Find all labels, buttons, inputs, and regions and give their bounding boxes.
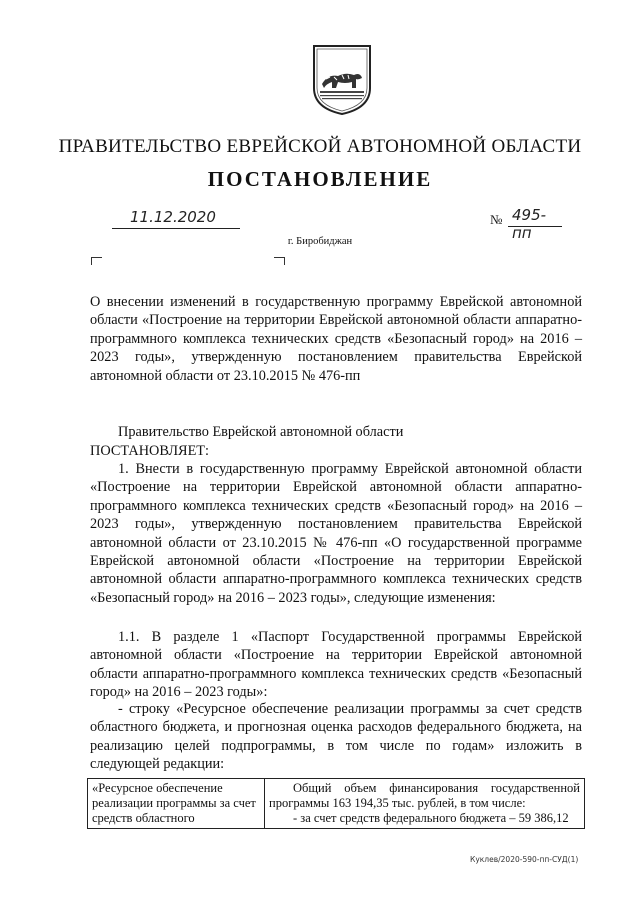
document-number-label: №	[490, 212, 503, 227]
resolves-heading: ПОСТАНОВЛЯЕТ:	[90, 443, 210, 459]
paragraph-item-1: 1. Внести в государственную программу Еврейской автономной области «Построение на территории Еврейской автономной области аппаратно-программного комплекса технических средств «Безопасный город» на 2016 – 2023 годы», утвержденную постановлением правительства Еврейской автономной области от 23.10.2015 № 476-пп «О государственной программе Еврейской автономной области «Построение на территории Еврейской автономной области аппаратно-программного комплекса технических средств «Безопасный город» на 2016 – 2023 годы», следующие изменения:	[90, 461, 582, 606]
title-bracket-right	[274, 257, 285, 265]
table-row	[88, 779, 585, 829]
table-cell-left: «Ресурсное обеспечение реализации программы за счет средств областного	[88, 779, 265, 829]
paragraph-item-1-1: 1.1. В разделе 1 «Паспорт Государственной программы Еврейской автономной области «Построение на территории Еврейской автономной области аппаратно-программного комплекса технических средств «Безопасный город» на 2016 – 2023 годы»:	[90, 629, 582, 701]
table-cell-right	[265, 779, 585, 829]
document-title: О внесении изменений в государственную программу Еврейской автономной области «Построение на территории Еврейской автономной области аппаратно-программного комплекса технических средств «Безопасный город» на 2016 – 2023 годы», утвержденную постановлением правительства Еврейской автономной области от 23.10.2015 № 476-пп	[90, 294, 582, 384]
government-heading: ПРАВИТЕЛЬСТВО ЕВРЕЙСКОЙ АВТОНОМНОЙ ОБЛАСТИ	[58, 136, 582, 157]
city-label: г. Биробиджан	[287, 236, 353, 247]
paragraph-dash-item: - строку «Ресурсное обеспечение реализации программы за счет средств областного бюджета, и прогнозная оценка расходов федерального бюджета, на реализацию целей подпрограммы, в том числе по годам» изложить в следующей редакции:	[90, 701, 582, 773]
coat-of-arms-emblem	[312, 44, 372, 116]
footer-stamp: Куклев/2020-590-пп-СУД(1)	[470, 855, 579, 864]
funding-table	[87, 778, 585, 829]
document-number: 495-пп	[508, 206, 562, 227]
document-type-heading: ПОСТАНОВЛЕНИЕ	[207, 167, 433, 191]
table-right-line-2: - за счет средств федерального бюджета – 59 386,12	[293, 811, 569, 825]
preamble: Правительство Еврейской автономной области	[118, 424, 404, 440]
document-date: 11.12.2020	[112, 208, 240, 229]
title-bracket-left	[91, 257, 102, 265]
table-right-line-1: Общий объем финансирования государственной программы 163 194,35 тыс. рублей, в том числе:	[269, 781, 580, 810]
